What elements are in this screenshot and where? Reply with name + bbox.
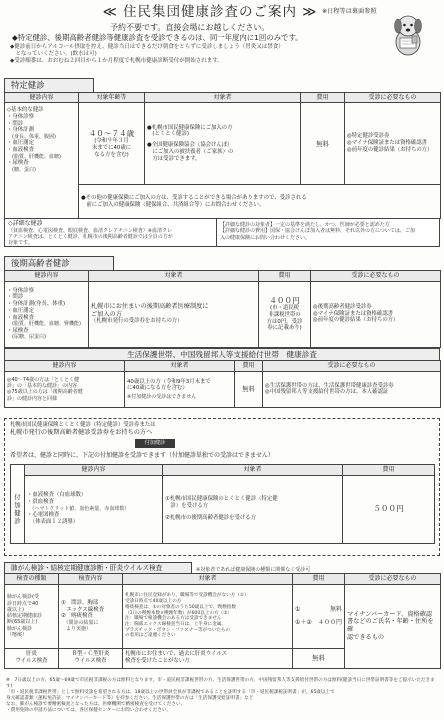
target-line: （1日の喫煙本数×喫煙年数）が600以上の方（②） <box>125 610 232 616</box>
page-title: ≪ 住民集団健康診査のご案内 ≫ <box>102 4 318 20</box>
detail-line: 【詳細な健診の費用】国保・協会けんぽ加入者は無料、それ以外の方については、ご加 <box>220 228 415 235</box>
target-line: 受診日時点で40歳以上の方 <box>125 599 182 605</box>
table-header: 受診に必要なもの <box>345 92 441 103</box>
fee-note: 券に記載あり) <box>267 325 302 332</box>
content-line: より実施） <box>61 626 92 633</box>
seikatsu-section <box>4 348 440 408</box>
list-item: ・血液検査（白血球数） <box>27 492 87 499</box>
table-header: 健診内容 <box>25 465 163 476</box>
kekkaku-target-liver <box>123 648 293 668</box>
target-note: ※付加健診の受診はできません <box>127 394 197 401</box>
side-char: 付 <box>14 492 21 501</box>
table-header: 費用 <box>301 92 345 103</box>
age-note: なる方を含む) <box>94 151 129 158</box>
list-item: ・心電図検査 <box>27 512 60 519</box>
table-header: 対象者 <box>145 92 301 103</box>
seikatsu-needs <box>263 371 441 407</box>
fee-value: 無料 <box>329 605 342 613</box>
table-header: 費用 <box>235 361 263 372</box>
target-line: ご加入の方 <box>91 310 122 318</box>
list-item: ・身体計測(身長、体重) <box>7 301 66 307</box>
detailed-checkup-box <box>4 219 440 247</box>
fee-note: (市・道民税 <box>269 305 300 312</box>
need-item: ◎特定健診受診券 <box>347 133 390 140</box>
list-item: ・身体診察 <box>7 113 34 120</box>
footer-note: 「市・道民税非課税世帯」として無料受診を希望される方は、18歳以上の世帯員全員が非課税であることを証明する「市・道民税課税証明書」が、65歳以上で <box>6 689 335 695</box>
footer-notes <box>6 678 438 714</box>
list-item: ◎40～74歳の方は「とくとく健 <box>7 376 80 383</box>
list-item: ・尿検査 <box>7 327 29 334</box>
list-item: (糖、蛋白) <box>7 166 36 173</box>
kekkaku-content-lung <box>59 584 123 648</box>
target-line: ●その他の健康保険にご加入の方は、受診することができる場合がありますので、受診される <box>81 194 307 201</box>
target-line: ●全国健康保険協会（協会けんぽ） <box>147 142 233 149</box>
content-line: ウイルス検査 <box>74 658 107 665</box>
fuka-intro: 札幌市発行の後期高齢者健診受診券をお持ちの方へ <box>10 428 153 436</box>
kekkaku-heading-row <box>4 562 440 573</box>
table-header: 健診内容 <box>5 92 79 103</box>
intro-no-reservation: 予約不要です。直接会場にお越しください。 <box>110 23 270 32</box>
age-range: ４０～７４歳 <box>88 128 135 138</box>
list-item: ・身体計測 <box>7 127 34 134</box>
target-line: ●札幌市国民健康保険にご加入の方 <box>147 124 233 131</box>
target-line: 注：職場で検診機会のある方は受診できません <box>125 616 222 622</box>
target-line: (とくとく健診) <box>147 131 189 138</box>
kind-line: 肝炎 <box>26 651 37 658</box>
target-line: 札幌市にお住まいで、過去に肝炎ウイルス <box>125 651 227 658</box>
list-item: ・血圧測定 <box>7 140 34 147</box>
table-header: 受診に必要なもの <box>311 270 441 281</box>
need-item: ◎後期高齢者健診受診券 <box>313 303 372 310</box>
fuka-targets <box>163 475 343 543</box>
table-header: 健診内容 <box>5 361 125 372</box>
tokutei-needs <box>345 103 441 185</box>
table-header: 費用 <box>343 465 435 476</box>
fuka-fee: ５００円 <box>343 475 435 543</box>
tokutei-other-insurance <box>79 185 441 219</box>
target-line: ①札幌市国民健康保険のとくとく健診（特定健 <box>165 495 278 502</box>
kind-line: （喀痰） <box>7 631 28 638</box>
table-header: 対象年齢等 <box>79 92 145 103</box>
intro-once-per-year: ◆特定健診、後期高齢者健診等健康診査を受診できるのは、同一年度内に1回のみです。 <box>12 33 303 42</box>
table-header: 受診に必要なもの <box>345 574 441 585</box>
kouki-contents <box>5 281 89 347</box>
target-line: の着用はご遠慮ください <box>125 633 176 639</box>
target-line: 注：胸部エックス線検査当日は、上半身に金属、 <box>125 621 226 627</box>
kekkaku-target-lung <box>123 584 293 648</box>
kekkaku-fee-liver: 無料 <box>293 648 345 668</box>
list-item: (身長、体重、腹囲) <box>7 134 56 140</box>
detail-heading: ◇詳細な健診 <box>8 220 43 227</box>
list-item: ・身体診察 <box>7 287 34 294</box>
target-line: ②札幌市の後期高齢者健診を受ける方 <box>165 515 257 522</box>
target-line: 札幌市に住民登録があり、職場等で受診機会がない方（①） <box>125 593 249 599</box>
footer-note: なお、肺がん検診で要精密検査となった方は、医療機関で精密検査を受けてください。 <box>6 701 186 707</box>
need-item: ◎中国残留邦人等支援給付世帯の方は、本人確認証 <box>265 389 389 396</box>
detail-line: 入の健康保険にお問い合わせください。 <box>220 234 311 241</box>
target-line: 前にご加入の健康保険（健保組合、共済組合等）にお問合わせください。 <box>81 201 265 208</box>
table-header: 健診内容 <box>5 270 89 281</box>
kind-line: 結核定期健康診 <box>7 613 43 620</box>
need-item: マイナンバーカード、資格確認 <box>347 610 433 618</box>
fee-note: 方は0円。受診 <box>266 318 303 325</box>
kind-line: 断(65歳以上) <box>7 619 38 626</box>
side-char: 診 <box>14 516 21 525</box>
kind-line: 診日時点で40 <box>7 600 39 607</box>
need-item: 認できるもの <box>347 633 385 641</box>
need-item: 書などのご氏名・年齢・住所を確 <box>347 618 434 634</box>
table-header: 対象者 <box>123 574 293 585</box>
kouki-fee <box>259 281 311 347</box>
table-header: 受診に必要なもの <box>263 361 441 372</box>
need-item: ◎前年度の健診結果（お持ちの方） <box>313 317 399 324</box>
footer-note: 身元確認書類（運転免許証、マイナンバーカード等）を持参ください。生活保護世帯の方は「生活保護受給証明書」など <box>6 695 254 701</box>
kind-line: 肺がん検診(受 <box>7 594 39 601</box>
detail-line: 【詳細な健診の対象者】一定の基準を満たし、かつ、医師が必要と認めた方 <box>220 222 390 228</box>
tokutei-fee: 無料 <box>301 103 345 185</box>
content-line: Ｂ型・Ｃ型肝炎 <box>71 651 110 658</box>
fuka-section <box>4 418 440 556</box>
detail-line: アチニン検査は、とくとく健診、札幌市の後期高齢者健診では全員の方が <box>8 233 173 240</box>
list-item: ・血液検査 <box>7 314 34 321</box>
target-line: 方は受診できます。 <box>147 155 201 162</box>
table-header: 対象者 <box>89 270 259 281</box>
detail-line: 対象です。 <box>8 240 33 246</box>
table-header: 対象者 <box>163 465 343 476</box>
detail-left <box>5 219 217 246</box>
kekkaku-kind-lung <box>5 584 59 648</box>
seikatsu-table <box>4 360 441 408</box>
bullet-line: ◆健診前日からアルコール摂取を控え、健診当日はできるだけ朝食をとらずに受診しましょう（胃炎又は禁食） <box>10 44 284 50</box>
fee-row <box>295 619 342 627</box>
seikatsu-target <box>125 371 235 407</box>
table-header-blank <box>11 465 25 476</box>
tokutei-age <box>79 103 145 185</box>
kekkaku-table <box>4 573 441 669</box>
target-line: 40歳以上の方（令和9年3月末まで <box>127 378 211 385</box>
kekkaku-kind-liver <box>5 648 59 668</box>
kekkaku-section <box>4 562 440 669</box>
detail-right <box>217 219 439 246</box>
kekkaku-content-liver <box>59 648 123 668</box>
list-item: （体表面１２誘導） <box>27 518 79 525</box>
target-line: にご加入の被扶養者（ご家族）の <box>147 148 234 155</box>
target-line: （札幌市発行の受診券をお持ちの方） <box>91 318 183 325</box>
fuka-intro: 札幌市国民健康保険とくとく健診（特定健診）受診券または <box>10 422 156 428</box>
list-item: ・貧血検査 <box>27 499 54 506</box>
tokutei-contents <box>5 103 79 219</box>
kekkaku-needs <box>345 584 441 668</box>
content-line: （問診の結果に <box>61 620 99 627</box>
target-line: 札幌市にお住まいの後期高齢者医療制度に <box>91 302 209 310</box>
kouki-table <box>4 270 441 348</box>
age-note: (令和９年３月 <box>94 138 129 145</box>
heading-note: ※対象者であれば健康保険の種類に関係なく受診可 <box>196 566 311 573</box>
need-item: ◎前年度の健診結果（お持ちの方） <box>347 146 433 153</box>
content-line: ② 喀痰検査 <box>61 613 93 620</box>
list-item: ・問診 <box>7 294 24 301</box>
fee-value: ４００円 <box>317 619 342 627</box>
table-header: 検査内容 <box>59 574 123 585</box>
kind-line: ウイルス検査 <box>15 658 48 665</box>
fuka-side-label <box>11 475 25 543</box>
table-header: 費用 <box>259 270 311 281</box>
fee-label: ①＋② <box>295 619 312 627</box>
section-heading: 特定健診 <box>4 78 94 92</box>
fuka-banner: 付加健診 <box>135 439 175 448</box>
list-item: 診」の健診内容と同様 <box>7 395 58 402</box>
fuka-contents <box>25 475 163 543</box>
side-char: 健 <box>14 508 21 517</box>
section-heading: 生活保護世帯、中国残留邦人等支援給付世帯 健康診査 <box>4 348 440 360</box>
target-line: に40歳になる方を含む） <box>127 385 188 392</box>
seikatsu-fee: 無料 <box>235 371 263 407</box>
footer-note: ※ 7日歳以上の方、65歳～69歳で市民税非課税の方は無料となります。市・道民税非課税世帯の方、生活保護世帯の方、中国残留邦人等支援給付世帯の方は無料(健診当日に世帯証明書等をご提示いただきます) <box>6 678 435 689</box>
list-item: （ヘマトクリット値、血色素量、赤血球数） <box>27 505 130 512</box>
kind-line: 歳以上) <box>7 606 24 613</box>
list-item: ◇基本的な健診 <box>7 107 44 113</box>
content-line: エックス線検査 <box>61 606 104 613</box>
kekkaku-fee-lung <box>293 584 345 648</box>
target-line: 検査を受けたことがない方 <box>125 658 190 665</box>
target-line: 診）を受ける方 <box>165 502 209 509</box>
kouki-target <box>89 281 259 347</box>
fee-amount: ４００円 <box>269 295 300 305</box>
fee-row <box>295 606 342 614</box>
list-item: (尿糖、尿蛋白) <box>7 334 46 341</box>
tokutei-targets <box>145 103 301 185</box>
age-note: 末までに40歳に <box>91 144 132 151</box>
need-item: ◎マイナ保険証または資格確認書 <box>313 310 394 317</box>
fuka-table <box>10 464 435 544</box>
section-heading: 後期高齢者健診 <box>4 256 114 270</box>
content-line: ① 問診、胸部 <box>61 599 99 606</box>
seikatsu-contents <box>5 371 125 407</box>
table-header: 費用 <box>293 574 345 585</box>
fuka-hope: 希望者は、健診と同時に、下記の付加健診を受診できます（付加健診単独での受診はできません） <box>10 451 275 459</box>
list-item: ・血圧測定 <box>7 307 34 314</box>
need-item: ◎マイナ保険証または資格確認書 <box>347 140 428 147</box>
need-item: ◎生活保護世帯の方は、生活保護世帯健康診査受診券 <box>265 382 394 389</box>
target-line: 喀痰検査は、①の対象者のうち50歳以上で、喫煙指数 <box>125 604 236 610</box>
tokutei-table <box>4 92 441 220</box>
list-item: ・尿検査 <box>7 160 29 166</box>
kouki-needs <box>311 281 441 347</box>
list-item: ・問診 <box>7 120 24 127</box>
fee-note: 非課税世帯の <box>268 311 301 318</box>
table-header: 検査の種類 <box>5 574 59 585</box>
list-item: (脂質、肝機能、血糖、腎機能) <box>7 321 81 328</box>
tokutei-section <box>4 78 440 247</box>
bullet-line: となっていください。(飲水は可) <box>10 51 97 57</box>
list-item: ・血液検査 <box>7 147 34 153</box>
bullet-line: ◆受診順番は、おおむね２回目から１か月程度で札幌市健康診断受付が開始されます。 <box>10 58 223 64</box>
mascot-dog-icon <box>386 12 430 58</box>
kouki-section <box>4 256 440 348</box>
target-line: プラスチック・ボタン・ファスナー等がついたもの <box>125 627 231 633</box>
fee-label: ① <box>295 605 301 613</box>
table-header: 対象者 <box>125 361 235 372</box>
section-heading: 肺がん検診・結核定期健康診断・肝炎ウイルス検査 <box>4 562 192 573</box>
schedule-note: ※日程等は裏面参照 <box>322 8 377 15</box>
list-item: 診」の「基本的な健診」の内容 <box>7 383 78 390</box>
detail-line: （貧血検査、心電図検査、眼底検査、血清クレアチニン検査）※血清クレ <box>8 227 172 234</box>
kind-line: 肺がん検診 <box>7 625 33 632</box>
side-char: 加 <box>14 500 21 509</box>
list-item: (脂質、肝機能、血糖) <box>7 153 61 160</box>
footer-note: ・費用免除の申請方法については、各区保健センターにお問い合わせください。 <box>6 707 172 713</box>
list-item: ◎75歳以上の方は「後期高齢者健 <box>7 389 83 396</box>
